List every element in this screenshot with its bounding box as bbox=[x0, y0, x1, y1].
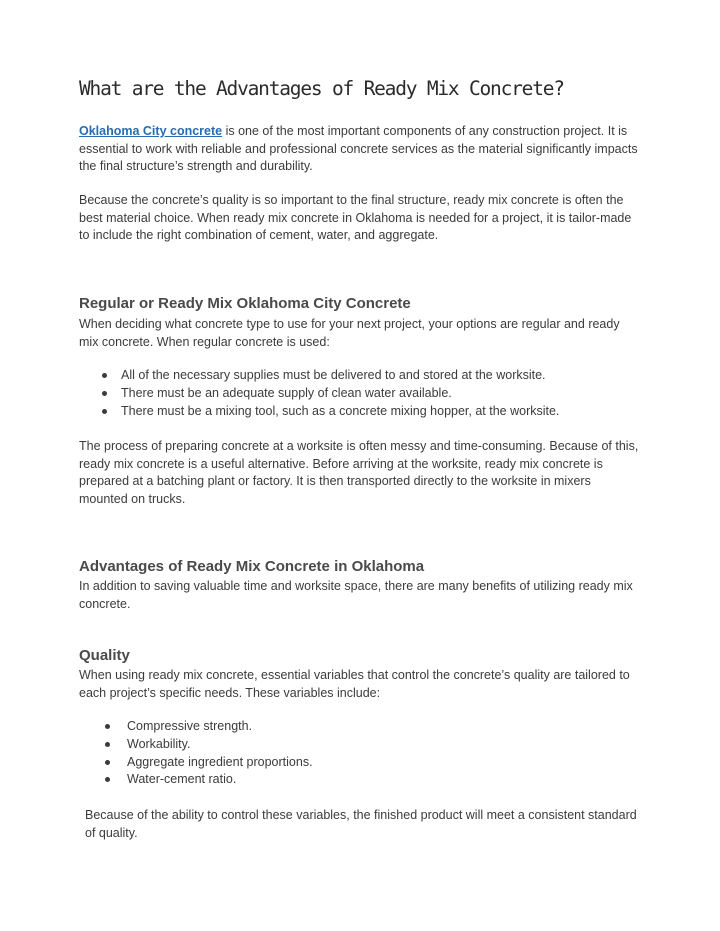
page-title: What are the Advantages of Ready Mix Concrete? bbox=[79, 77, 564, 100]
section-heading-quality: Quality bbox=[79, 647, 130, 664]
list-item: Compressive strength. bbox=[127, 718, 313, 736]
bullet-icon bbox=[105, 724, 110, 729]
intro-text: is one of the most important components of any construction project. It is essential to work with reliable and professional concrete services as the material significantly impacts the final structure’s strength and durability. bbox=[79, 124, 638, 173]
bullet-icon bbox=[102, 373, 107, 378]
intro-paragraph bbox=[79, 123, 639, 176]
quality-variables-list bbox=[127, 718, 313, 789]
section3-intro: When using ready mix concrete, essential variables that control the concrete’s quality are tailored to each project’s specific needs. These variables include: bbox=[79, 668, 630, 700]
section-heading-regular-or-ready-mix: Regular or Ready Mix Oklahoma City Concrete bbox=[79, 295, 411, 312]
oklahoma-city-concrete-link[interactable]: Oklahoma City concrete bbox=[79, 124, 223, 138]
list-item: Aggregate ingredient proportions. bbox=[127, 754, 313, 772]
list-item: All of the necessary supplies must be delivered to and stored at the worksite. bbox=[121, 367, 559, 385]
section1-intro: When deciding what concrete type to use for your next project, your options are regular and ready mix concrete. When regular concrete is used: bbox=[79, 317, 620, 349]
quality-paragraph: Because the concrete’s quality is so important to the final structure, ready mix concrete is often the best material choice. When ready mix concrete in Oklahoma is needed for a project, it is tailor-made to include the right combination of cement, water, and aggregate. bbox=[79, 193, 632, 242]
list-item: Workability. bbox=[127, 736, 313, 754]
list-item: There must be an adequate supply of clean water available. bbox=[121, 385, 559, 403]
section-heading-advantages: Advantages of Ready Mix Concrete in Oklahoma bbox=[79, 558, 425, 575]
section2-intro: In addition to saving valuable time and worksite space, there are many benefits of utilizing ready mix concrete. bbox=[79, 579, 633, 611]
list-item: Water-cement ratio. bbox=[127, 771, 313, 789]
bullet-icon bbox=[102, 409, 107, 414]
regular-concrete-requirements-list bbox=[121, 367, 559, 420]
bullet-icon bbox=[105, 777, 110, 782]
section3-outro: Because of the ability to control these variables, the finished product will meet a consistent standard of quality. bbox=[85, 808, 637, 840]
bullet-icon bbox=[105, 760, 110, 765]
bullet-icon bbox=[105, 742, 110, 747]
bullet-icon bbox=[102, 391, 107, 396]
list-item: There must be a mixing tool, such as a concrete mixing hopper, at the worksite. bbox=[121, 403, 559, 421]
section1-outro: The process of preparing concrete at a worksite is often messy and time-consuming. Because of this, ready mix concrete is a useful alternative. Before arriving at the worksite, ready mix concrete is prepared at a batching plant or factory. It is then transported directly to the worksite in mixers mounted on trucks. bbox=[79, 439, 639, 506]
